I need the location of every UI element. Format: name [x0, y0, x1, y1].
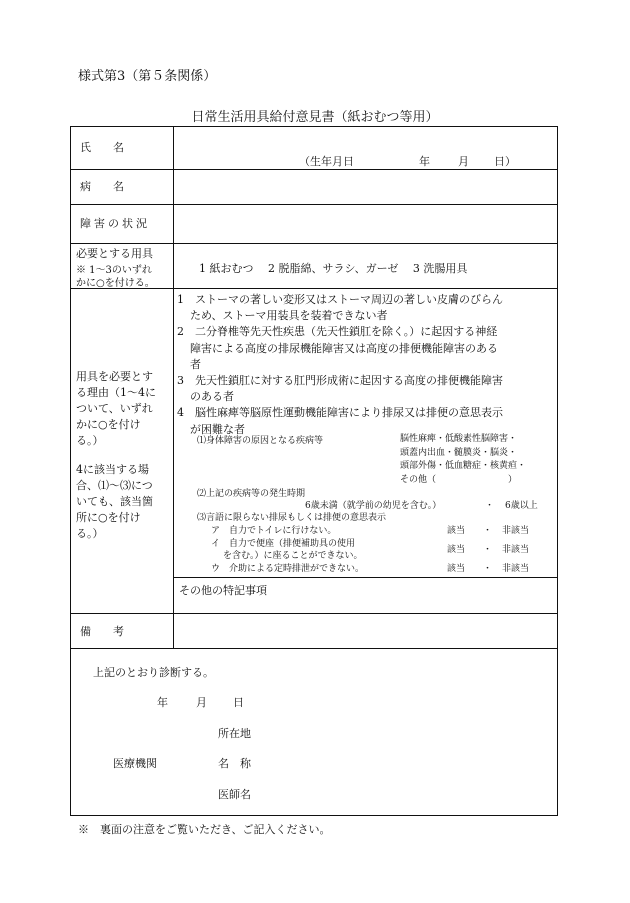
name-field[interactable]: [175, 128, 555, 168]
diagnosis-year-label: 年: [157, 696, 168, 709]
sub1-label: ⑴身体障害の原因となる疾病等: [197, 436, 324, 446]
remarks-label: 備 考: [80, 625, 124, 638]
reason-text[interactable]: 1 ストーマの著しい変形又はストーマ周辺の著しい皮膚のびらん ため、ストーマ用装具を装着できない者 2 二分脊椎等先天性疾患（先天性鎖肛を除く。）に起因する神経 障害による高度の排尿機能障害又は高度の排便機能障害のある 者 3 先天性鎖肛に対する肛門形成術に起因する高度の排便機能障害 のある者 4 脳性麻痺等脳原性運動機能障害により排尿又は排便の意思表示 が困難な者: [177, 293, 503, 436]
required-items-note-1: ※ 1〜3のいずれ: [76, 265, 152, 276]
institution-fields[interactable]: [260, 720, 550, 805]
reason-label: 用具を必要とす る理由（1〜4に ついて、いずれ かに○を付け る。）: [76, 370, 156, 447]
diagnosis-month-label: 月: [196, 696, 207, 709]
birth-month-label: 月: [458, 155, 469, 168]
disease-field[interactable]: [175, 171, 555, 203]
form-number: 様式第3（第５条関係）: [78, 69, 217, 84]
disability-status-field[interactable]: [175, 206, 555, 242]
sub3-u-sep: ・: [483, 564, 493, 574]
sub3-a-applies[interactable]: 該当: [447, 526, 466, 536]
sub3-item-i-1: イ 自力で便座（排便補助具の使用: [211, 539, 356, 549]
disability-status-label: 障害の状況: [80, 217, 150, 230]
other-notes-field[interactable]: [175, 596, 555, 612]
reason-note: 4に該当する場 合、⑴〜⑶につ いても、該当箇 所に○を付け る。）: [76, 463, 153, 540]
form-title: 日常生活用具給付意見書（紙おむつ等用）: [191, 110, 439, 125]
birth-year-label: 年: [419, 155, 430, 168]
sub3-a-sep: ・: [483, 526, 493, 536]
sub3-item-a: ア 自力でトイレに行けない。: [211, 526, 337, 536]
sub3-a-not-applies[interactable]: 非該当: [502, 526, 530, 536]
sub2-option-6-plus[interactable]: 6歳以上: [505, 501, 538, 511]
diagnosis-day-label: 日: [233, 696, 244, 709]
institution-label: 医療機関: [113, 757, 157, 770]
address-label: 所在地: [218, 727, 251, 740]
required-items-note-2: かに○を付ける。: [76, 278, 155, 289]
sub3-u-applies[interactable]: 該当: [447, 564, 466, 574]
required-items-label: 必要とする用具: [76, 247, 153, 260]
sub3-u-not-applies[interactable]: 非該当: [502, 564, 530, 574]
sub3-item-i-2: を含む。）に座ることができない。: [223, 551, 363, 561]
sub3-i-applies[interactable]: 該当: [447, 545, 466, 555]
sub3-item-u: ウ 介助による定時排泄ができない。: [211, 564, 365, 574]
remarks-field[interactable]: [175, 615, 555, 647]
diagnosis-statement: 上記のとおり診断する。: [93, 666, 214, 679]
name-label: 氏 名: [80, 141, 124, 154]
footer-note: ※ 裏面の注意をご覧いただき、ご記入ください。: [78, 823, 331, 836]
sub3-label: ⑶言語に限らない排尿もしくは排便の意思表示: [197, 513, 387, 523]
sub2-label: ⑵上記の疾病等の発生時期: [197, 489, 306, 499]
other-notes-label: その他の特記事項: [179, 584, 267, 597]
sub3-i-sep: ・: [483, 545, 493, 555]
birth-date-label: （生年月日: [299, 155, 354, 168]
institution-name-label: 名 称: [218, 757, 251, 770]
birth-day-label: 日）: [494, 155, 516, 168]
sub1-options[interactable]: 脳性麻痺・低酸素性脳障害・ 頭蓋内出血・髄膜炎・脳炎・ 頭部外傷・低血糖症・核黄疸・ その他（ ）: [400, 434, 527, 485]
sub2-option-under-6[interactable]: 6歳未満（就学前の幼児を含む。）: [305, 501, 442, 511]
doctor-label: 医師名: [218, 788, 251, 801]
disease-label: 病 名: [80, 180, 124, 193]
sub2-separator: ・: [485, 501, 495, 511]
sub3-i-not-applies[interactable]: 非該当: [502, 545, 530, 555]
required-items-options[interactable]: 1 紙おむつ 2 脱脂綿、サラシ、ガーゼ 3 洗腸用具: [199, 262, 468, 275]
